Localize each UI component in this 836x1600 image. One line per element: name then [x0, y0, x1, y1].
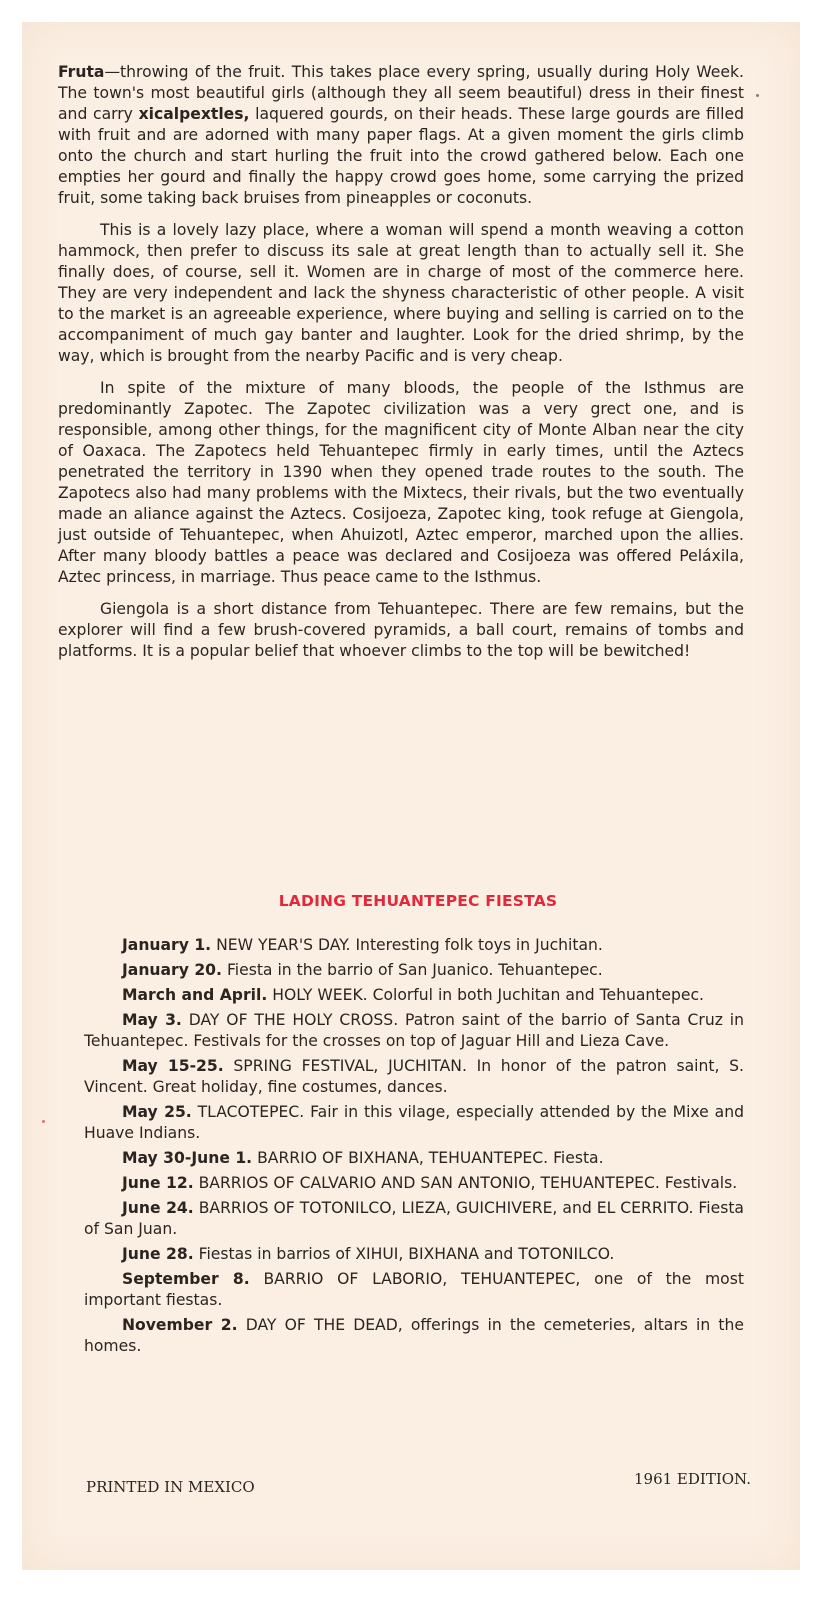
fiesta-item [84, 1102, 744, 1144]
fiesta-date: March and April. [122, 986, 268, 1004]
paragraph-fruta: Fruta—throwing of the fruit. This takes place every spring, usually during Holy Week. The town's most beautiful girls (although they all seem beautiful) dress in their finest and carry xicalpextles, laquered gourds, on their heads. These large gourds are filled with fruit and are adorned with many paper flags. At a given moment the girls climb onto the church and start hurling the fruit into the crowd gathered below. Each one empties her gourd and finally the happy crowd goes home, some carrying the prized fruit, some taking back bruises from pineapples or coconuts. [58, 63, 744, 207]
fiesta-item [84, 985, 744, 1006]
fiesta-item [84, 1269, 744, 1311]
fiesta-text: DAY OF THE HOLY CROSS. Patron saint of the barrio of Santa Cruz in Tehuantepec. Festivals for the crosses on top of Jaguar Hill and Lieza Cave. [84, 1011, 744, 1050]
article-body [58, 62, 744, 673]
fiesta-text: NEW YEAR'S DAY. Interesting folk toys in Juchitan. [216, 936, 603, 954]
fiesta-date: June 28. [122, 1245, 194, 1263]
fiesta-text: Fiesta in the barrio of San Juanico. Tehuantepec. [226, 961, 603, 979]
paragraph-market: This is a lovely lazy place, where a woman will spend a month weaving a cotton hammock, then prefer to discuss its sale at great length than to actually sell it. She finally does, of course, sell it. Women are in charge of most of the commerce here. They are very independent and lack the shyness characteristic of other people. A visit to the market is an agreeable experience, where buying and selling is carried on to the accompaniment of much gay banter and laughter. Look for the dried shrimp, by the way, which is brought from the nearby Pacific and is very cheap. [58, 221, 744, 365]
printed-in-label: PRINTED IN MEXICO [86, 1478, 255, 1496]
fiesta-item [84, 1244, 744, 1265]
fiesta-date: June 24. [122, 1199, 194, 1217]
fiesta-item [84, 1148, 744, 1169]
edition-label: 1961 EDITION. [633, 1470, 751, 1488]
fiesta-item [84, 960, 744, 981]
ink-speck [756, 94, 759, 97]
fiesta-item [84, 1010, 744, 1052]
fiesta-date: January 20. [122, 961, 222, 979]
fiesta-date: January 1. [122, 936, 212, 954]
fiesta-text: BARRIO OF BIXHANA, TEHUANTEPEC. Fiesta. [257, 1149, 604, 1167]
fiesta-item [84, 935, 744, 956]
fiesta-item [84, 1315, 744, 1357]
fiesta-date: May 30-June 1. [122, 1149, 253, 1167]
fiesta-text: DAY OF THE DEAD, offerings in the cemeteries, altars in the homes. [84, 1316, 744, 1355]
fiesta-text: HOLY WEEK. Colorful in both Juchitan and Tehuantepec. [272, 986, 705, 1004]
paragraph-history: In spite of the mixture of many bloods, the people of the Isthmus are predominantly Zapotec. The Zapotec civilization was a very grect one, and is responsible, among other things, for the magnificent city of Monte Alban near the city of Oaxaca. The Zapotecs held Tehuantepec firmly in early times, until the Aztecs penetrated the territory in 1390 when they opened trade routes to the south. The Zapotecs also had many problems with the Mixtecs, their rivals, but the two eventually made an aliance against the Aztecs. Cosijoeza, Zapotec king, took refuge at Giengola, just outside of Tehuantepec, when Ahuizotl, Aztec emperor, marched upon the allies. After many bloody battles a peace was declared and Cosijoeza was offered Peláxila, Aztec princess, in marriage. Thus peace came to the Isthmus. [58, 379, 744, 586]
fiesta-item [84, 1056, 744, 1098]
fiesta-item [84, 1198, 744, 1240]
fiesta-date: November 2. [122, 1316, 238, 1334]
lead-term: Fruta [58, 63, 105, 81]
fiesta-date: May 3. [122, 1011, 182, 1029]
fiesta-list [84, 935, 744, 1361]
xicalpextles-term: xicalpextles, [138, 105, 250, 123]
fiesta-date: May 25. [122, 1103, 192, 1121]
section-title: LADING TEHUANTEPEC FIESTAS [278, 892, 558, 910]
fiesta-text: TLACOTEPEC. Fair in this vilage, especially attended by the Mixe and Huave Indians. [84, 1103, 744, 1142]
ink-speck [42, 1120, 45, 1123]
fiesta-date: September 8. [122, 1270, 250, 1288]
fiesta-date: June 12. [122, 1174, 194, 1192]
fiesta-item [84, 1173, 744, 1194]
fiesta-text: BARRIOS OF TOTONILCO, LIEZA, GUICHIVERE, and EL CERRITO. Fiesta of San Juan. [84, 1199, 744, 1238]
fiesta-text: SPRING FESTIVAL, JUCHITAN. In honor of the patron saint, S. Vincent. Great holiday, fine costumes, dances. [84, 1057, 744, 1096]
paragraph-giengola: Giengola is a short distance from Tehuantepec. There are few remains, but the explorer will find a few brush-covered pyramids, a ball court, remains of tombs and platforms. It is a popular belief that whoever climbs to the top will be bewitched! [58, 600, 744, 660]
fiesta-text: BARRIOS OF CALVARIO AND SAN ANTONIO, TEHUANTEPEC. Festivals. [198, 1174, 738, 1192]
fiesta-date: May 15-25. [122, 1057, 224, 1075]
fiesta-text: Fiestas in barrios of XIHUI, BIXHANA and TOTONILCO. [198, 1245, 615, 1263]
fiesta-text: BARRIO OF LABORIO, TEHUANTEPEC, one of the most important fiestas. [84, 1270, 744, 1309]
